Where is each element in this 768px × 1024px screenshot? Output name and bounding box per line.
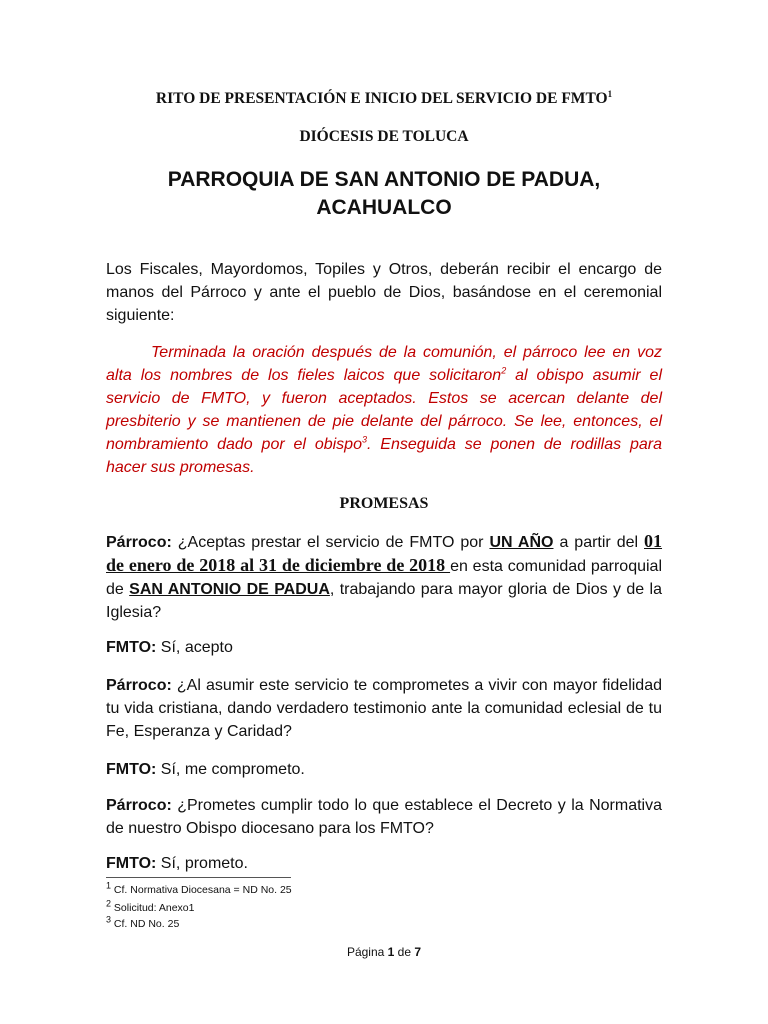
page-sep: de xyxy=(394,945,415,959)
rubric-text: Terminada la oración después de la comunión, el párroco lee en voz alta los nombres de los fieles laicos que solicitaron xyxy=(106,344,662,384)
intro-paragraph: Los Fiscales, Mayordomos, Topiles y Otros, deberán recibir el encargo de manos del Párroco y ante el pueblo de Dios, basándose en el ceremonial siguiente: xyxy=(106,261,662,324)
dialogue-text: en esta comunidad parroquial de xyxy=(106,558,662,598)
parish-line-1: PARROQUIA DE SAN ANTONIO DE PADUA, xyxy=(167,168,601,191)
speaker-label: FMTO: xyxy=(106,855,157,872)
rubric-text: al obispo asumir el servicio de FMTO, y fueron aceptados. Estos se acercan delante del presbiterio y se mantienen de pie delante del párroco. Se lee, entonces, el nombramiento dado por el obispo xyxy=(106,367,663,453)
duration-emphasis: UN AÑO xyxy=(489,534,554,551)
dialogue-text: Sí, acepto xyxy=(156,639,233,656)
footnote-ref: 2 xyxy=(501,365,507,376)
footnote-text: Cf. ND No. 25 xyxy=(111,918,180,930)
diocese-heading: DIÓCESIS DE TOLUCA xyxy=(299,128,469,145)
dialogue-text: , trabajando para mayor gloria de Dios y de la Iglesia? xyxy=(106,581,663,621)
answer-2 xyxy=(106,758,662,781)
question-2 xyxy=(106,674,662,743)
date-range-emphasis: 01 de enero de 2018 al 31 de diciembre de 2018 xyxy=(106,531,663,575)
title-text: RITO DE PRESENTACIÓN E INICIO DEL SERVICIO DE FMTO xyxy=(155,90,608,107)
footnote xyxy=(106,880,292,897)
answer-3 xyxy=(106,852,662,875)
page-label: Página xyxy=(346,945,388,959)
footnote-divider xyxy=(106,877,291,878)
footnote-number: 3 xyxy=(106,914,112,925)
speaker-label: FMTO: xyxy=(106,639,157,656)
document-title xyxy=(106,90,662,108)
dialogue-text: ¿Al asumir este servicio te comprometes a vivir con mayor fidelidad tu vida cristiana, dando verdadero testimonio ante la comunidad eclesial de tu Fe, Esperanza y Caridad? xyxy=(106,677,662,740)
footnote-ref: 1 xyxy=(607,88,613,99)
total-pages: 7 xyxy=(414,945,422,959)
rubric-text: . Enseguida se ponen de rodillas para hacer sus promesas. xyxy=(106,436,662,476)
speaker-label: Párroco: xyxy=(106,677,172,694)
dialogue-text: ¿Aceptas prestar el servicio de FMTO por xyxy=(171,534,490,551)
footnote xyxy=(106,914,180,931)
footnote-number: 2 xyxy=(106,898,112,909)
footnote-text: Solicitud: Anexo1 xyxy=(111,902,195,914)
footnote-ref: 3 xyxy=(361,434,367,445)
rubric-paragraph xyxy=(106,341,662,479)
speaker-label: FMTO: xyxy=(106,761,157,778)
speaker-label: Párroco: xyxy=(106,797,172,814)
dialogue-text: Sí, me comprometo. xyxy=(156,761,305,778)
question-3 xyxy=(106,794,662,840)
speaker-label: Párroco: xyxy=(106,534,172,551)
footnote-number: 1 xyxy=(106,880,112,891)
current-page: 1 xyxy=(387,945,395,959)
parish-heading xyxy=(106,166,662,222)
page-footer xyxy=(106,945,662,959)
question-1 xyxy=(106,530,662,624)
answer-1 xyxy=(106,636,662,659)
promesas-heading: PROMESAS xyxy=(339,495,429,512)
footnote xyxy=(106,898,195,915)
footnote-text: Cf. Normativa Diocesana = ND No. 25 xyxy=(111,884,292,896)
dialogue-text: ¿Prometes cumplir todo lo que establece el Decreto y la Normativa de nuestro Obispo diocesano para los FMTO? xyxy=(106,797,662,837)
parish-line-2: ACAHUALCO xyxy=(316,196,452,219)
parish-emphasis: SAN ANTONIO DE PADUA xyxy=(129,581,330,598)
dialogue-text: Sí, prometo. xyxy=(156,855,248,872)
dialogue-text: a partir del xyxy=(553,534,645,551)
document-page xyxy=(106,0,662,1024)
